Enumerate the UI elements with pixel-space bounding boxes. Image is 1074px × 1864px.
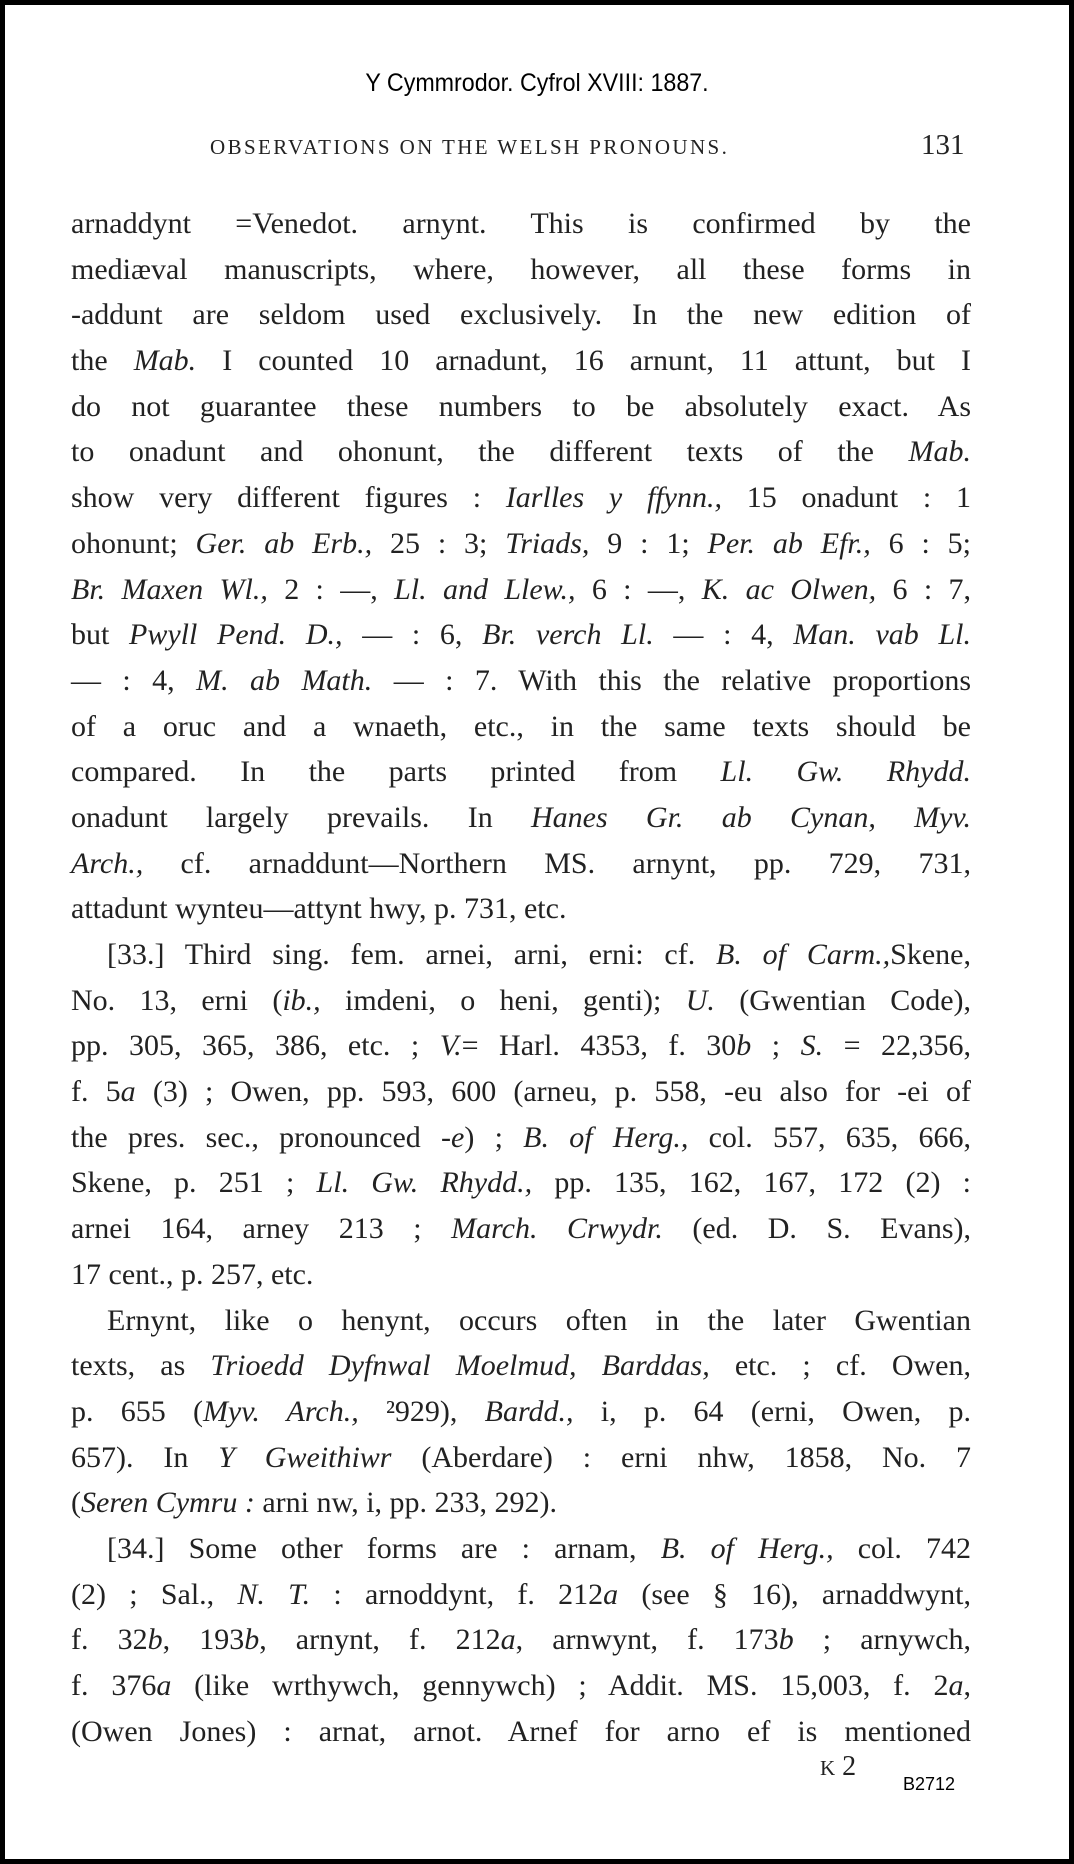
- text-run: , 193: [162, 1623, 245, 1657]
- text-line: [71, 1115, 971, 1161]
- text-line: [71, 658, 971, 704]
- text-line: [71, 1343, 971, 1389]
- text-line: [71, 704, 971, 750]
- text-line: [71, 1526, 971, 1572]
- italic-text: B. of Carm.,: [716, 938, 891, 971]
- text-line: [71, 1252, 971, 1298]
- text-run: arni nw, i, pp. 233, 292).: [254, 1486, 558, 1520]
- signature-letter: K: [820, 1756, 836, 1780]
- text-run: arnei 164, arney 213 ;: [71, 1212, 452, 1246]
- italic-text: Bardd.,: [484, 1394, 574, 1428]
- text-line: [71, 1663, 971, 1709]
- text-run: — : 7. With this the relative proportions: [372, 663, 971, 697]
- italic-text: K. ac Olwen,: [701, 572, 877, 606]
- italic-text: a: [120, 1075, 136, 1109]
- text-run: 15 onadunt : 1: [721, 481, 971, 515]
- text-run: compared. In the parts printed from: [71, 755, 721, 789]
- text-line: [71, 1572, 971, 1618]
- text-run: , arnwynt, f. 173: [515, 1623, 779, 1657]
- text-run: = 22,356,: [823, 1029, 971, 1063]
- text-run: of a oruc and a wnaeth, etc., in the same texts should be: [71, 709, 971, 743]
- italic-text: Seren Cymru :: [81, 1486, 255, 1520]
- text-run: Skene,: [890, 938, 971, 971]
- italic-text: Man. vab Ll.: [793, 618, 971, 652]
- text-run: etc. ; cf. Owen,: [709, 1349, 971, 1383]
- text-line: [71, 384, 971, 430]
- text-run: mediæval manuscripts, where, however, all these forms in: [71, 252, 971, 286]
- text-run: col. 742: [833, 1531, 972, 1565]
- text-line: [71, 1709, 971, 1755]
- text-line: [71, 1023, 971, 1069]
- text-run: texts, as: [71, 1349, 211, 1383]
- text-line: [71, 1298, 971, 1344]
- italic-text: Mab.: [908, 435, 971, 469]
- text-run: — : 6,: [342, 618, 483, 652]
- text-run: imdeni, o heni, genti);: [320, 983, 686, 1017]
- italic-text: Ll. Gw. Rhydd.: [720, 755, 971, 789]
- text-run: ) ;: [464, 1120, 524, 1154]
- text-run: [34.] Some other forms are : arnam,: [107, 1531, 661, 1565]
- italic-text: Br. verch Ll.: [482, 618, 654, 652]
- text-run: attadunt wynteu—attynt hwy, p. 731, etc.: [71, 892, 567, 926]
- text-run: 6 : 7,: [876, 572, 972, 606]
- text-run: to onadunt and ohonunt, the different texts of the: [71, 435, 909, 469]
- text-line: [71, 1480, 971, 1526]
- text-run: ohonunt;: [71, 526, 196, 560]
- text-run: 9 : 1;: [589, 526, 708, 560]
- text-line: [71, 567, 971, 613]
- text-run: (Gwentian Code),: [714, 983, 972, 1017]
- text-line: [71, 521, 971, 567]
- text-run: 657). In: [71, 1440, 219, 1474]
- text-line: [71, 795, 971, 841]
- text-run: f. 32: [71, 1623, 148, 1657]
- italic-text: Y Gweithiwr: [218, 1440, 392, 1474]
- signature-mark: [820, 1751, 856, 1783]
- italic-text: M. ab Math.: [196, 663, 373, 697]
- italic-text: Ll. and Llew.,: [394, 572, 576, 606]
- signature-number: 2: [842, 1751, 857, 1782]
- text-run: p. 655 (: [71, 1394, 203, 1428]
- source-label: Y Cymmrodor. Cyfrol XVIII: 1887.: [365, 69, 709, 97]
- italic-text: Trioedd Dyfnwal Moelmud, Barddas,: [210, 1349, 710, 1383]
- scan-code: B2712: [903, 1774, 956, 1794]
- italic-text: V.: [439, 1029, 462, 1063]
- italic-text: B. of Herg.,: [523, 1120, 689, 1154]
- text-line: [71, 886, 971, 932]
- text-run: (3) ; Owen, pp. 593, 600 (arneu, p. 558, -eu also for -ei of: [135, 1075, 971, 1109]
- text-run: — : 4,: [653, 618, 794, 652]
- italic-text: Pwyll Pend. D.,: [129, 618, 343, 652]
- text-run: (2) ; Sal.,: [71, 1577, 238, 1611]
- text-run: -addunt are seldom used exclusively. In the new edition of: [71, 298, 971, 332]
- text-run: I counted 10 arnadunt, 16 arnunt, 11 attunt, but I: [196, 344, 971, 378]
- text-run: onadunt largely prevails. In: [71, 800, 531, 834]
- text-run: (Aberdare) : erni nhw, 1858, No. 7: [391, 1440, 972, 1474]
- text-line: [71, 749, 971, 795]
- text-run: ²929),: [358, 1394, 485, 1428]
- text-line: [71, 612, 971, 658]
- text-line: [71, 1160, 971, 1206]
- text-line: [71, 292, 971, 338]
- text-run: Skene, p. 251 ;: [71, 1166, 317, 1200]
- text-run: Ernynt, like o henynt, occurs often in the later Gwentian: [107, 1303, 971, 1337]
- italic-text: Mab.: [133, 344, 197, 378]
- text-run: i, p. 64 (erni, Owen, p.: [573, 1394, 971, 1428]
- italic-text: Ger. ab Erb.,: [195, 526, 373, 560]
- text-line: [71, 841, 971, 887]
- text-line: [71, 247, 971, 293]
- italic-text: S.: [800, 1029, 824, 1063]
- text-run: but: [71, 618, 130, 652]
- italic-text: e: [451, 1120, 465, 1154]
- italic-text: Per. ab Efr.,: [707, 526, 871, 560]
- text-run: pp. 305, 365, 386, etc. ;: [71, 1029, 440, 1063]
- text-run: No. 13, erni (: [71, 983, 283, 1017]
- running-head: OBSERVATIONS ON THE WELSH PRONOUNS.: [210, 135, 730, 159]
- text-run: pp. 135, 162, 167, 172 (2) :: [532, 1166, 971, 1200]
- text-run: cf. arnaddunt—Northern MS. arnynt, pp. 729, 731,: [143, 846, 971, 880]
- text-run: (Owen Jones) : arnat, arnot. Arnef for arno ef is mentioned: [71, 1714, 971, 1748]
- text-line: [71, 1069, 971, 1115]
- text-run: 2 : —,: [267, 572, 395, 606]
- text-line: [71, 1389, 971, 1435]
- text-run: 17 cent., p. 257, etc.: [71, 1257, 314, 1291]
- text-run: arnaddynt =Venedot. arnynt. This is confirmed by the: [71, 207, 971, 240]
- italic-text: Iarlles y ffynn.,: [505, 481, 722, 515]
- italic-text: a: [603, 1577, 619, 1611]
- text-line: [71, 338, 971, 384]
- text-run: [33.] Third sing. fem. arnei, arni, erni: cf.: [107, 938, 717, 971]
- text-run: : arnoddynt, f. 212: [310, 1577, 604, 1611]
- text-run: 25 : 3;: [372, 526, 506, 560]
- text-line: [71, 1617, 971, 1663]
- italic-text: b: [244, 1623, 260, 1657]
- text-run: 6 : 5;: [870, 526, 971, 560]
- text-run: the: [71, 344, 134, 378]
- italic-text: a: [500, 1623, 516, 1657]
- text-run: col. 557, 635, 666,: [688, 1120, 971, 1154]
- text-run: (: [71, 1486, 81, 1520]
- text-line: [71, 201, 971, 247]
- text-run: = Harl. 4353, f. 30: [461, 1029, 737, 1063]
- italic-text: Arch.,: [71, 846, 144, 880]
- text-line: [71, 1435, 971, 1481]
- italic-text: b: [736, 1029, 752, 1063]
- text-run: ,: [963, 1669, 971, 1702]
- italic-text: Triads,: [505, 526, 590, 560]
- italic-text: U.: [685, 983, 715, 1017]
- italic-text: ib.,: [282, 983, 321, 1017]
- text-run: 6 : —,: [575, 572, 702, 606]
- text-run: ; arnywch,: [793, 1623, 971, 1657]
- text-run: (like wrthywch, gennywch) ; Addit. MS. 15,003, f. 2: [171, 1669, 949, 1702]
- text-run: the pres. sec., pronounced -: [71, 1120, 452, 1154]
- italic-text: b: [778, 1623, 794, 1657]
- italic-text: a: [948, 1669, 964, 1702]
- text-run: ;: [751, 1029, 801, 1063]
- text-run: — : 4,: [71, 663, 197, 697]
- text-run: show very different figures :: [71, 481, 506, 515]
- text-line: [71, 429, 971, 475]
- italic-text: Ll. Gw. Rhydd.,: [316, 1166, 533, 1200]
- text-run: , arnynt, f. 212: [259, 1623, 501, 1657]
- page-number: 131: [921, 129, 965, 161]
- body-text: [71, 201, 971, 1754]
- italic-text: a: [156, 1669, 172, 1702]
- italic-text: b: [147, 1623, 163, 1657]
- text-line: [71, 475, 971, 521]
- italic-text: N. T.: [237, 1577, 311, 1611]
- text-run: (ed. D. S. Evans),: [662, 1212, 971, 1246]
- italic-text: Myv. Arch.,: [202, 1394, 359, 1428]
- italic-text: Br. Maxen Wl.,: [71, 572, 268, 606]
- italic-text: B. of Herg.,: [660, 1531, 834, 1565]
- document-page: [5, 5, 1069, 1859]
- text-line: [71, 932, 971, 978]
- text-line: [71, 978, 971, 1024]
- text-line: [71, 1206, 971, 1252]
- italic-text: Hanes Gr. ab Cynan, Myv.: [530, 800, 971, 834]
- text-run: f. 376: [71, 1669, 157, 1702]
- text-run: do not guarantee these numbers to be absolutely exact. As: [71, 389, 971, 423]
- text-run: (see § 16), arnaddwynt,: [618, 1577, 971, 1611]
- italic-text: March. Crwydr.: [451, 1212, 663, 1246]
- text-run: f. 5: [71, 1075, 121, 1109]
